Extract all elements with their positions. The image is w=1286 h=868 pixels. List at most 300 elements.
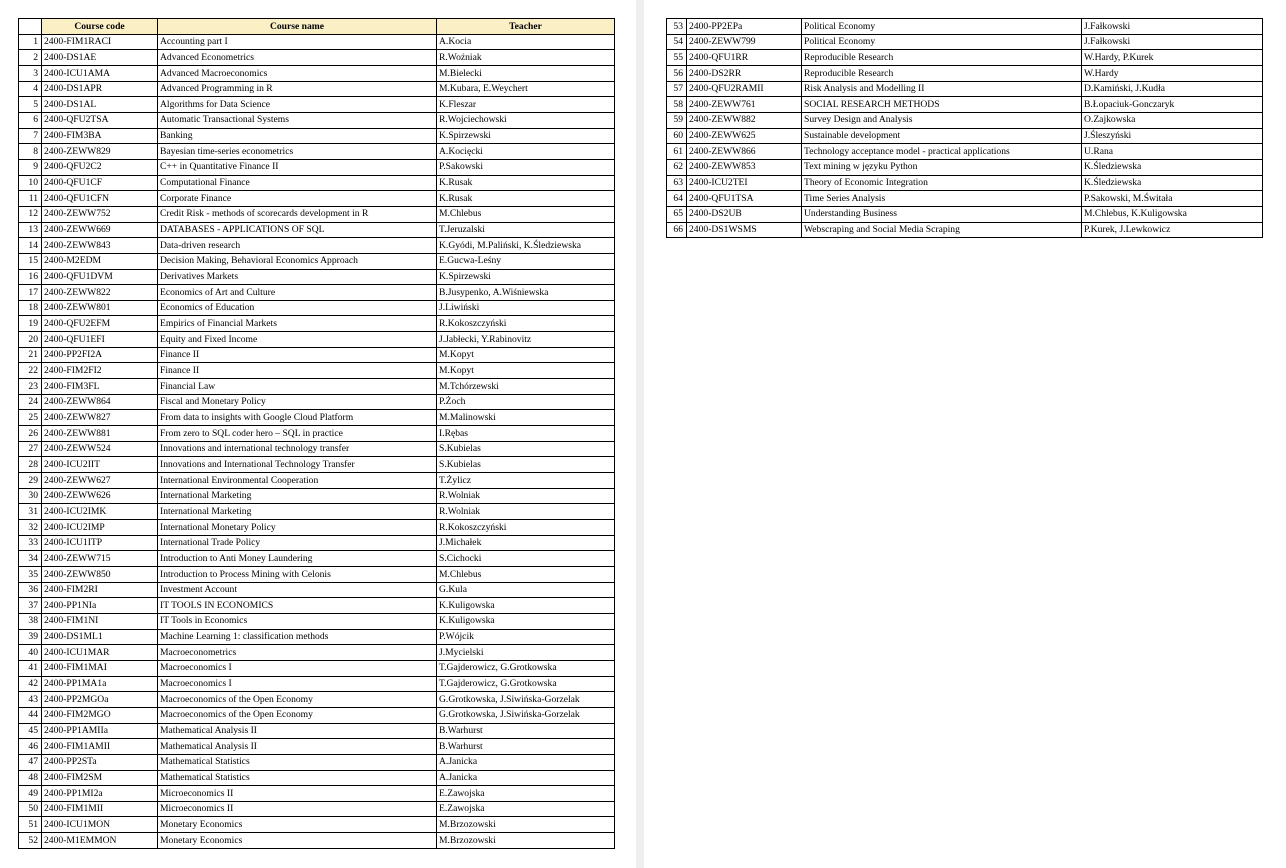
course-code-cell: 2400-ZEWW626 bbox=[42, 488, 158, 504]
course-code-cell: 2400-FIM1MAI bbox=[42, 660, 158, 676]
row-number: 49 bbox=[19, 786, 42, 802]
row-number: 30 bbox=[19, 488, 42, 504]
course-name-cell: Political Economy bbox=[802, 19, 1082, 35]
teacher-cell: K.Spirzewski bbox=[437, 269, 615, 285]
table-row bbox=[667, 128, 1263, 144]
header-teacher: Teacher bbox=[437, 19, 615, 35]
row-number: 47 bbox=[19, 754, 42, 770]
course-code-cell: 2400-FIM2SM bbox=[42, 770, 158, 786]
course-name-cell: Innovations and International Technology Transfer bbox=[158, 457, 437, 473]
row-number: 59 bbox=[667, 112, 687, 128]
course-name-cell: Mathematical Statistics bbox=[158, 770, 437, 786]
course-name-cell: Sustainable development bbox=[802, 128, 1082, 144]
table-row bbox=[667, 206, 1263, 222]
course-name-cell: Bayesian time-series econometrics bbox=[158, 144, 437, 160]
table-row bbox=[667, 19, 1263, 35]
teacher-cell: M.Tchórzewski bbox=[437, 379, 615, 395]
table-row bbox=[19, 566, 615, 582]
course-name-cell: Economics of Art and Culture bbox=[158, 285, 437, 301]
course-code-cell: 2400-ICU2IIT bbox=[42, 457, 158, 473]
table-row bbox=[19, 128, 615, 144]
teacher-cell: S.Kubielas bbox=[437, 457, 615, 473]
table-row bbox=[19, 50, 615, 66]
row-number: 37 bbox=[19, 598, 42, 614]
course-code-cell: 2400-ZEWW881 bbox=[42, 426, 158, 442]
row-number: 50 bbox=[19, 801, 42, 817]
course-code-cell: 2400-FIM2RI bbox=[42, 582, 158, 598]
course-code-cell: 2400-ICU2TEI bbox=[687, 175, 802, 191]
header-course-name: Course name bbox=[158, 19, 437, 35]
course-code-cell: 2400-FIM1AMII bbox=[42, 739, 158, 755]
row-number: 52 bbox=[19, 833, 42, 849]
course-code-cell: 2400-ZEWW843 bbox=[42, 238, 158, 254]
table-row bbox=[19, 786, 615, 802]
course-code-cell: 2400-ZEWW882 bbox=[687, 112, 802, 128]
course-name-cell: Macroeconomics I bbox=[158, 676, 437, 692]
teacher-cell: W.Hardy bbox=[1082, 65, 1263, 81]
row-number: 39 bbox=[19, 629, 42, 645]
table-row bbox=[19, 473, 615, 489]
teacher-cell: K.Fleszar bbox=[437, 97, 615, 113]
table-row bbox=[667, 144, 1263, 160]
row-number: 41 bbox=[19, 660, 42, 676]
table-row bbox=[19, 285, 615, 301]
row-number: 34 bbox=[19, 551, 42, 567]
course-name-cell: Finance II bbox=[158, 347, 437, 363]
course-code-cell: 2400-DS2UB bbox=[687, 206, 802, 222]
teacher-cell: M.Chlebus bbox=[437, 206, 615, 222]
table-row bbox=[19, 394, 615, 410]
course-name-cell: Empirics of Financial Markets bbox=[158, 316, 437, 332]
course-name-cell: Decision Making, Behavioral Economics Approach bbox=[158, 253, 437, 269]
row-number: 40 bbox=[19, 645, 42, 661]
course-name-cell: Survey Design and Analysis bbox=[802, 112, 1082, 128]
table-row bbox=[19, 347, 615, 363]
header-row bbox=[19, 19, 615, 35]
teacher-cell: S.Cichocki bbox=[437, 551, 615, 567]
course-code-cell: 2400-ZEWW799 bbox=[687, 34, 802, 50]
course-name-cell: Webscraping and Social Media Scraping bbox=[802, 222, 1082, 238]
course-code-cell: 2400-ZEWW669 bbox=[42, 222, 158, 238]
table-row bbox=[19, 81, 615, 97]
teacher-cell: M.Chlebus bbox=[437, 566, 615, 582]
teacher-cell: J.Jabłecki, Y.Rabinovitz bbox=[437, 332, 615, 348]
course-name-cell: Monetary Economics bbox=[158, 817, 437, 833]
course-name-cell: Automatic Transactional Systems bbox=[158, 112, 437, 128]
row-number: 24 bbox=[19, 394, 42, 410]
course-code-cell: 2400-QFU1DVM bbox=[42, 269, 158, 285]
row-number: 4 bbox=[19, 81, 42, 97]
teacher-cell: M.Bielecki bbox=[437, 65, 615, 81]
row-number: 32 bbox=[19, 520, 42, 536]
course-code-cell: 2400-QFU2C2 bbox=[42, 159, 158, 175]
table-row bbox=[19, 770, 615, 786]
course-code-cell: 2400-PP2STa bbox=[42, 754, 158, 770]
course-name-cell: From zero to SQL coder hero – SQL in practice bbox=[158, 426, 437, 442]
page-right bbox=[644, 0, 1286, 868]
course-name-cell: IT TOOLS IN ECONOMICS bbox=[158, 598, 437, 614]
course-code-cell: 2400-FIM1MII bbox=[42, 801, 158, 817]
table-row bbox=[19, 582, 615, 598]
row-number: 17 bbox=[19, 285, 42, 301]
course-name-cell: Time Series Analysis bbox=[802, 191, 1082, 207]
course-code-cell: 2400-DS1APR bbox=[42, 81, 158, 97]
teacher-cell: O.Zajkowska bbox=[1082, 112, 1263, 128]
course-name-cell: International Environmental Cooperation bbox=[158, 473, 437, 489]
course-name-cell: Mathematical Analysis II bbox=[158, 723, 437, 739]
teacher-cell: P.Żoch bbox=[437, 394, 615, 410]
table-row bbox=[19, 692, 615, 708]
course-code-cell: 2400-ZEWW752 bbox=[42, 206, 158, 222]
course-code-cell: 2400-FIM2MGO bbox=[42, 707, 158, 723]
table-row bbox=[667, 191, 1263, 207]
course-name-cell: Accounting part I bbox=[158, 34, 437, 50]
row-number: 65 bbox=[667, 206, 687, 222]
course-code-cell: 2400-ZEWW829 bbox=[42, 144, 158, 160]
row-number: 54 bbox=[667, 34, 687, 50]
course-name-cell: Microeconomics II bbox=[158, 801, 437, 817]
teacher-cell: M.Brzozowski bbox=[437, 833, 615, 849]
row-number: 8 bbox=[19, 144, 42, 160]
teacher-cell: W.Hardy, P.Kurek bbox=[1082, 50, 1263, 66]
row-number: 56 bbox=[667, 65, 687, 81]
course-name-cell: Equity and Fixed Income bbox=[158, 332, 437, 348]
course-code-cell: 2400-PP1MI2a bbox=[42, 786, 158, 802]
course-code-cell: 2400-QFU2RAMII bbox=[687, 81, 802, 97]
page-left bbox=[0, 0, 636, 868]
course-name-cell: Reproducible Research bbox=[802, 50, 1082, 66]
course-name-cell: Fiscal and Monetary Policy bbox=[158, 394, 437, 410]
header-course-code: Course code bbox=[42, 19, 158, 35]
course-code-cell: 2400-FIM1RACI bbox=[42, 34, 158, 50]
course-name-cell: Advanced Macroeconomics bbox=[158, 65, 437, 81]
course-code-cell: 2400-ICU1MAR bbox=[42, 645, 158, 661]
row-number: 51 bbox=[19, 817, 42, 833]
row-number: 9 bbox=[19, 159, 42, 175]
course-name-cell: SOCIAL RESEARCH METHODS bbox=[802, 97, 1082, 113]
teacher-cell: K.Rusak bbox=[437, 175, 615, 191]
teacher-cell: E.Zawojska bbox=[437, 801, 615, 817]
table-row bbox=[19, 363, 615, 379]
course-name-cell: Monetary Economics bbox=[158, 833, 437, 849]
course-name-cell: Advanced Econometrics bbox=[158, 50, 437, 66]
row-number: 27 bbox=[19, 441, 42, 457]
row-number: 13 bbox=[19, 222, 42, 238]
teacher-cell: T.Jeruzalski bbox=[437, 222, 615, 238]
table-row bbox=[19, 426, 615, 442]
course-table-right bbox=[666, 18, 1263, 238]
course-code-cell: 2400-PP1NIa bbox=[42, 598, 158, 614]
teacher-cell: B.Łopaciuk-Gonczaryk bbox=[1082, 97, 1263, 113]
row-number: 10 bbox=[19, 175, 42, 191]
table-row bbox=[19, 707, 615, 723]
teacher-cell: J.Śleszyński bbox=[1082, 128, 1263, 144]
teacher-cell: K.Gyódi, M.Paliński, K.Śledziewska bbox=[437, 238, 615, 254]
course-code-cell: 2400-M2EDM bbox=[42, 253, 158, 269]
course-name-cell: Computational Finance bbox=[158, 175, 437, 191]
row-number: 43 bbox=[19, 692, 42, 708]
teacher-cell: K.Śledziewska bbox=[1082, 175, 1263, 191]
course-code-cell: 2400-ZEWW827 bbox=[42, 410, 158, 426]
course-code-cell: 2400-DS1AE bbox=[42, 50, 158, 66]
course-name-cell: International Marketing bbox=[158, 488, 437, 504]
row-number: 63 bbox=[667, 175, 687, 191]
course-code-cell: 2400-ZEWW853 bbox=[687, 159, 802, 175]
table-row bbox=[19, 833, 615, 849]
teacher-cell: M.Kopyt bbox=[437, 363, 615, 379]
row-number: 66 bbox=[667, 222, 687, 238]
course-code-cell: 2400-PP2FI2A bbox=[42, 347, 158, 363]
row-number: 26 bbox=[19, 426, 42, 442]
course-name-cell: Macroeconomics of the Open Economy bbox=[158, 692, 437, 708]
table-row bbox=[19, 441, 615, 457]
row-number: 42 bbox=[19, 676, 42, 692]
teacher-cell: D.Kamiński, J.Kudła bbox=[1082, 81, 1263, 97]
table-row bbox=[19, 206, 615, 222]
table-row bbox=[19, 269, 615, 285]
teacher-cell: K.Rusak bbox=[437, 191, 615, 207]
table-row bbox=[19, 613, 615, 629]
course-code-cell: 2400-PP1AMIIa bbox=[42, 723, 158, 739]
teacher-cell: P.Kurek, J.Lewkowicz bbox=[1082, 222, 1263, 238]
table-row bbox=[667, 34, 1263, 50]
teacher-cell: K.Kuligowska bbox=[437, 598, 615, 614]
course-name-cell: Mathematical Analysis II bbox=[158, 739, 437, 755]
row-number: 61 bbox=[667, 144, 687, 160]
teacher-cell: M.Malinowski bbox=[437, 410, 615, 426]
course-code-cell: 2400-ZEWW524 bbox=[42, 441, 158, 457]
teacher-cell: K.Kuligowska bbox=[437, 613, 615, 629]
course-name-cell: Data-driven research bbox=[158, 238, 437, 254]
course-code-cell: 2400-ICU1AMA bbox=[42, 65, 158, 81]
row-number: 16 bbox=[19, 269, 42, 285]
row-number: 22 bbox=[19, 363, 42, 379]
course-name-cell: Political Economy bbox=[802, 34, 1082, 50]
table-row bbox=[19, 504, 615, 520]
course-code-cell: 2400-DS2RR bbox=[687, 65, 802, 81]
row-number: 21 bbox=[19, 347, 42, 363]
course-name-cell: Introduction to Anti Money Laundering bbox=[158, 551, 437, 567]
course-code-cell: 2400-FIM3BA bbox=[42, 128, 158, 144]
teacher-cell: M.Chlebus, K.Kuligowska bbox=[1082, 206, 1263, 222]
teacher-cell: E.Zawojska bbox=[437, 786, 615, 802]
course-code-cell: 2400-ICU1ITP bbox=[42, 535, 158, 551]
course-name-cell: Finance II bbox=[158, 363, 437, 379]
teacher-cell: R.Wolniak bbox=[437, 488, 615, 504]
course-code-cell: 2400-ZEWW627 bbox=[42, 473, 158, 489]
table-row bbox=[19, 222, 615, 238]
course-name-cell: Economics of Education bbox=[158, 300, 437, 316]
header-number bbox=[19, 19, 42, 35]
course-name-cell: Derivatives Markets bbox=[158, 269, 437, 285]
table-row bbox=[19, 676, 615, 692]
course-name-cell: Innovations and international technology transfer bbox=[158, 441, 437, 457]
course-code-cell: 2400-ZEWW801 bbox=[42, 300, 158, 316]
course-code-cell: 2400-ZEWW625 bbox=[687, 128, 802, 144]
course-name-cell: Banking bbox=[158, 128, 437, 144]
row-number: 29 bbox=[19, 473, 42, 489]
row-number: 62 bbox=[667, 159, 687, 175]
course-code-cell: 2400-ICU1MON bbox=[42, 817, 158, 833]
course-name-cell: Advanced Programming in R bbox=[158, 81, 437, 97]
row-number: 44 bbox=[19, 707, 42, 723]
teacher-cell: A.Kocia bbox=[437, 34, 615, 50]
teacher-cell: A.Kocięcki bbox=[437, 144, 615, 160]
course-code-cell: 2400-FIM3FL bbox=[42, 379, 158, 395]
teacher-cell: P.Sakowski bbox=[437, 159, 615, 175]
course-code-cell: 2400-QFU1RR bbox=[687, 50, 802, 66]
row-number: 31 bbox=[19, 504, 42, 520]
course-name-cell: Introduction to Process Mining with Celonis bbox=[158, 566, 437, 582]
course-code-cell: 2400-PP2EPa bbox=[687, 19, 802, 35]
table-row bbox=[19, 629, 615, 645]
course-name-cell: DATABASES - APPLICATIONS OF SQL bbox=[158, 222, 437, 238]
course-name-cell: International Monetary Policy bbox=[158, 520, 437, 536]
table-row bbox=[19, 191, 615, 207]
course-name-cell: Understanding Business bbox=[802, 206, 1082, 222]
row-number: 35 bbox=[19, 566, 42, 582]
course-name-cell: Macroeconomics I bbox=[158, 660, 437, 676]
row-number: 19 bbox=[19, 316, 42, 332]
table-row bbox=[19, 112, 615, 128]
course-code-cell: 2400-FIM1NI bbox=[42, 613, 158, 629]
teacher-cell: T.Gajderowicz, G.Grotkowska bbox=[437, 676, 615, 692]
teacher-cell: J.Fałkowski bbox=[1082, 34, 1263, 50]
row-number: 55 bbox=[667, 50, 687, 66]
course-code-cell: 2400-DS1AL bbox=[42, 97, 158, 113]
course-name-cell: Mathematical Statistics bbox=[158, 754, 437, 770]
row-number: 60 bbox=[667, 128, 687, 144]
teacher-cell: M.Kubara, E.Weychert bbox=[437, 81, 615, 97]
table-row bbox=[19, 660, 615, 676]
teacher-cell: G.Grotkowska, J.Siwińska-Gorzelak bbox=[437, 692, 615, 708]
course-name-cell: Technology acceptance model - practical applications bbox=[802, 144, 1082, 160]
course-name-cell: Text mining w języku Python bbox=[802, 159, 1082, 175]
course-code-cell: 2400-ZEWW866 bbox=[687, 144, 802, 160]
course-code-cell: 2400-QFU1TSA bbox=[687, 191, 802, 207]
row-number: 1 bbox=[19, 34, 42, 50]
row-number: 11 bbox=[19, 191, 42, 207]
course-code-cell: 2400-ZEWW864 bbox=[42, 394, 158, 410]
row-number: 6 bbox=[19, 112, 42, 128]
teacher-cell: R.Wojciechowski bbox=[437, 112, 615, 128]
course-code-cell: 2400-QFU1CFN bbox=[42, 191, 158, 207]
teacher-cell: M.Kopyt bbox=[437, 347, 615, 363]
teacher-cell: P.Wójcik bbox=[437, 629, 615, 645]
table-row bbox=[667, 81, 1263, 97]
course-name-cell: C++ in Quantitative Finance II bbox=[158, 159, 437, 175]
table-row bbox=[19, 817, 615, 833]
course-code-cell: 2400-QFU2TSA bbox=[42, 112, 158, 128]
teacher-cell: B.Jusypenko, A.Wiśniewska bbox=[437, 285, 615, 301]
row-number: 28 bbox=[19, 457, 42, 473]
course-name-cell: IT Tools in Economics bbox=[158, 613, 437, 629]
course-code-cell: 2400-QFU1CF bbox=[42, 175, 158, 191]
table-row bbox=[19, 410, 615, 426]
row-number: 18 bbox=[19, 300, 42, 316]
table-row bbox=[19, 238, 615, 254]
row-number: 36 bbox=[19, 582, 42, 598]
teacher-cell: K.Śledziewska bbox=[1082, 159, 1263, 175]
table-row bbox=[19, 754, 615, 770]
course-name-cell: Machine Learning 1: classification methods bbox=[158, 629, 437, 645]
row-number: 45 bbox=[19, 723, 42, 739]
course-name-cell: Investment Account bbox=[158, 582, 437, 598]
course-name-cell: From data to insights with Google Cloud Platform bbox=[158, 410, 437, 426]
row-number: 23 bbox=[19, 379, 42, 395]
table-row bbox=[19, 551, 615, 567]
table-row bbox=[667, 97, 1263, 113]
table-row bbox=[19, 723, 615, 739]
table-row bbox=[19, 598, 615, 614]
course-table-left bbox=[18, 18, 615, 849]
course-name-cell: Reproducible Research bbox=[802, 65, 1082, 81]
row-number: 5 bbox=[19, 97, 42, 113]
course-code-cell: 2400-DS1ML1 bbox=[42, 629, 158, 645]
teacher-cell: J.Michałek bbox=[437, 535, 615, 551]
course-name-cell: Theory of Economic Integration bbox=[802, 175, 1082, 191]
teacher-cell: R.Kokoszczyński bbox=[437, 316, 615, 332]
row-number: 14 bbox=[19, 238, 42, 254]
course-name-cell: Microeconomics II bbox=[158, 786, 437, 802]
course-code-cell: 2400-FIM2FI2 bbox=[42, 363, 158, 379]
row-number: 15 bbox=[19, 253, 42, 269]
table-row bbox=[19, 144, 615, 160]
course-name-cell: Macroeconomics of the Open Economy bbox=[158, 707, 437, 723]
teacher-cell: A.Janicka bbox=[437, 770, 615, 786]
course-code-cell: 2400-ZEWW761 bbox=[687, 97, 802, 113]
course-name-cell: Macroeconometrics bbox=[158, 645, 437, 661]
teacher-cell: J.Mycielski bbox=[437, 645, 615, 661]
table-row bbox=[667, 222, 1263, 238]
table-row bbox=[19, 379, 615, 395]
table-row bbox=[667, 65, 1263, 81]
table-row bbox=[19, 316, 615, 332]
row-number: 48 bbox=[19, 770, 42, 786]
course-name-cell: Risk Analysis and Modelling II bbox=[802, 81, 1082, 97]
course-name-cell: Credit Risk - methods of scorecards development in R bbox=[158, 206, 437, 222]
teacher-cell: S.Kubielas bbox=[437, 441, 615, 457]
teacher-cell: E.Gucwa-Leśny bbox=[437, 253, 615, 269]
teacher-cell: G.Grotkowska, J.Siwińska-Gorzelak bbox=[437, 707, 615, 723]
table-row bbox=[19, 159, 615, 175]
teacher-cell: G.Kula bbox=[437, 582, 615, 598]
row-number: 53 bbox=[667, 19, 687, 35]
row-number: 2 bbox=[19, 50, 42, 66]
table-row bbox=[667, 112, 1263, 128]
course-name-cell: Corporate Finance bbox=[158, 191, 437, 207]
table-row bbox=[19, 300, 615, 316]
course-code-cell: 2400-DS1WSMS bbox=[687, 222, 802, 238]
table-row bbox=[19, 801, 615, 817]
table-row bbox=[19, 175, 615, 191]
teacher-cell: I.Rębas bbox=[437, 426, 615, 442]
table-row bbox=[667, 175, 1263, 191]
course-code-cell: 2400-ICU2IMK bbox=[42, 504, 158, 520]
row-number: 64 bbox=[667, 191, 687, 207]
teacher-cell: T.Gajderowicz, G.Grotkowska bbox=[437, 660, 615, 676]
teacher-cell: A.Janicka bbox=[437, 754, 615, 770]
teacher-cell: R.Woźniak bbox=[437, 50, 615, 66]
row-number: 38 bbox=[19, 613, 42, 629]
table-row bbox=[667, 159, 1263, 175]
row-number: 58 bbox=[667, 97, 687, 113]
table-row bbox=[19, 332, 615, 348]
row-number: 46 bbox=[19, 739, 42, 755]
course-name-cell: Financial Law bbox=[158, 379, 437, 395]
teacher-cell: U.Rana bbox=[1082, 144, 1263, 160]
table-row bbox=[19, 457, 615, 473]
